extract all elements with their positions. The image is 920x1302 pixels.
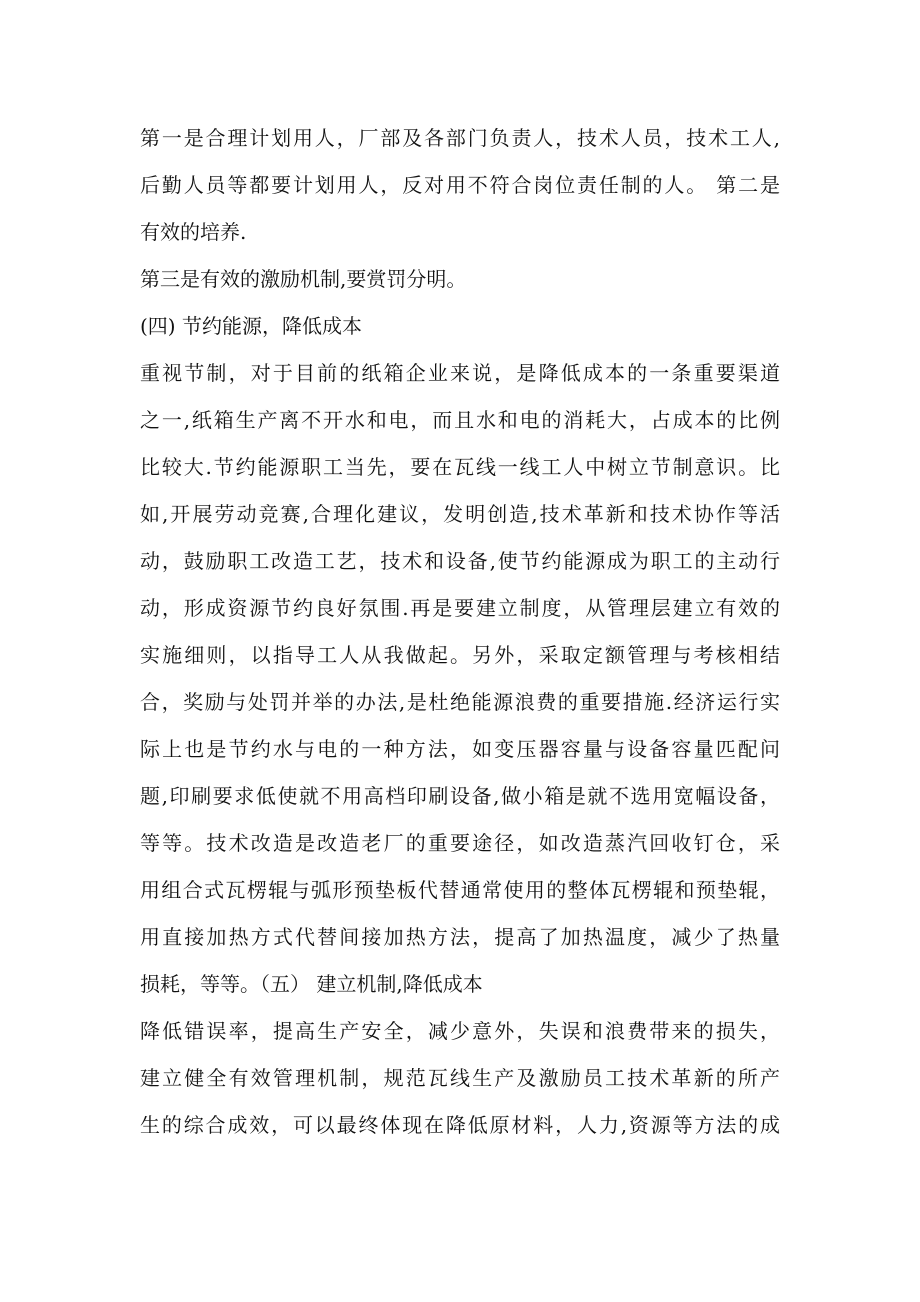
section-heading: (四) 节约能源，降低成本 [140, 314, 362, 338]
text-line: 之一,纸箱生产离不开水和电，而且水和电的消耗大，占成本的比例 [140, 408, 780, 432]
text-line: 动，形成资源节约良好氛围.再是要建立制度，从管理层建立有效的 [140, 596, 780, 620]
text-line: 用直接加热方式代替间接加热方法，提高了加热温度，减少了热量 [140, 925, 780, 949]
text-line: 合，奖励与处罚并举的办法,是杜绝能源浪费的重要措施.经济运行实 [140, 690, 780, 714]
text-line: 重视节制，对于目前的纸箱企业来说，是降低成本的一条重要渠道 [140, 361, 780, 385]
text-line: 降低错误率，提高生产安全，减少意外，失误和浪费带来的损失， [140, 1019, 780, 1043]
text-line: 实施细则，以指导工人从我做起。另外，采取定额管理与考核相结 [140, 643, 780, 667]
text-line: 际上也是节约水与电的一种方法，如变压器容量与设备容量匹配问 [140, 737, 780, 761]
text-line: 第三是有效的激励机制,要赏罚分明。 [140, 267, 467, 291]
text-line: 后勤人员等都要计划用人，反对用不符合岗位责任制的人。 第二是 [140, 173, 780, 197]
text-line: 损耗，等等。（五） 建立机制,降低成本 [140, 972, 483, 996]
text-line: 第一是合理计划用人，厂部及各部门负责人，技术人员，技术工人, [140, 126, 780, 150]
text-line: 用组合式瓦楞辊与弧形预垫板代替通常使用的整体瓦楞辊和预垫辊， [140, 878, 780, 902]
text-line: 动，鼓励职工改造工艺，技术和设备,使节约能源成为职工的主动行 [140, 549, 780, 573]
text-line: 有效的培养. [140, 220, 247, 244]
text-line: 建立健全有效管理机制，规范瓦线生产及激励员工技术革新的所产 [140, 1066, 780, 1090]
text-line: 比较大.节约能源职工当先，要在瓦线一线工人中树立节制意识。比 [140, 455, 780, 479]
text-line: 生的综合成效，可以最终体现在降低原材料，人力,资源等方法的成 [140, 1113, 780, 1137]
text-line: 等等。技术改造是改造老厂的重要途径，如改造蒸汽回收钉仓，采 [140, 831, 780, 855]
text-line: 题,印刷要求低使就不用高档印刷设备,做小箱是就不选用宽幅设备， [140, 784, 780, 808]
body-text [140, 115, 780, 1149]
text-line: 如,开展劳动竞赛,合理化建议，发明创造,技术革新和技术协作等活 [140, 502, 780, 526]
